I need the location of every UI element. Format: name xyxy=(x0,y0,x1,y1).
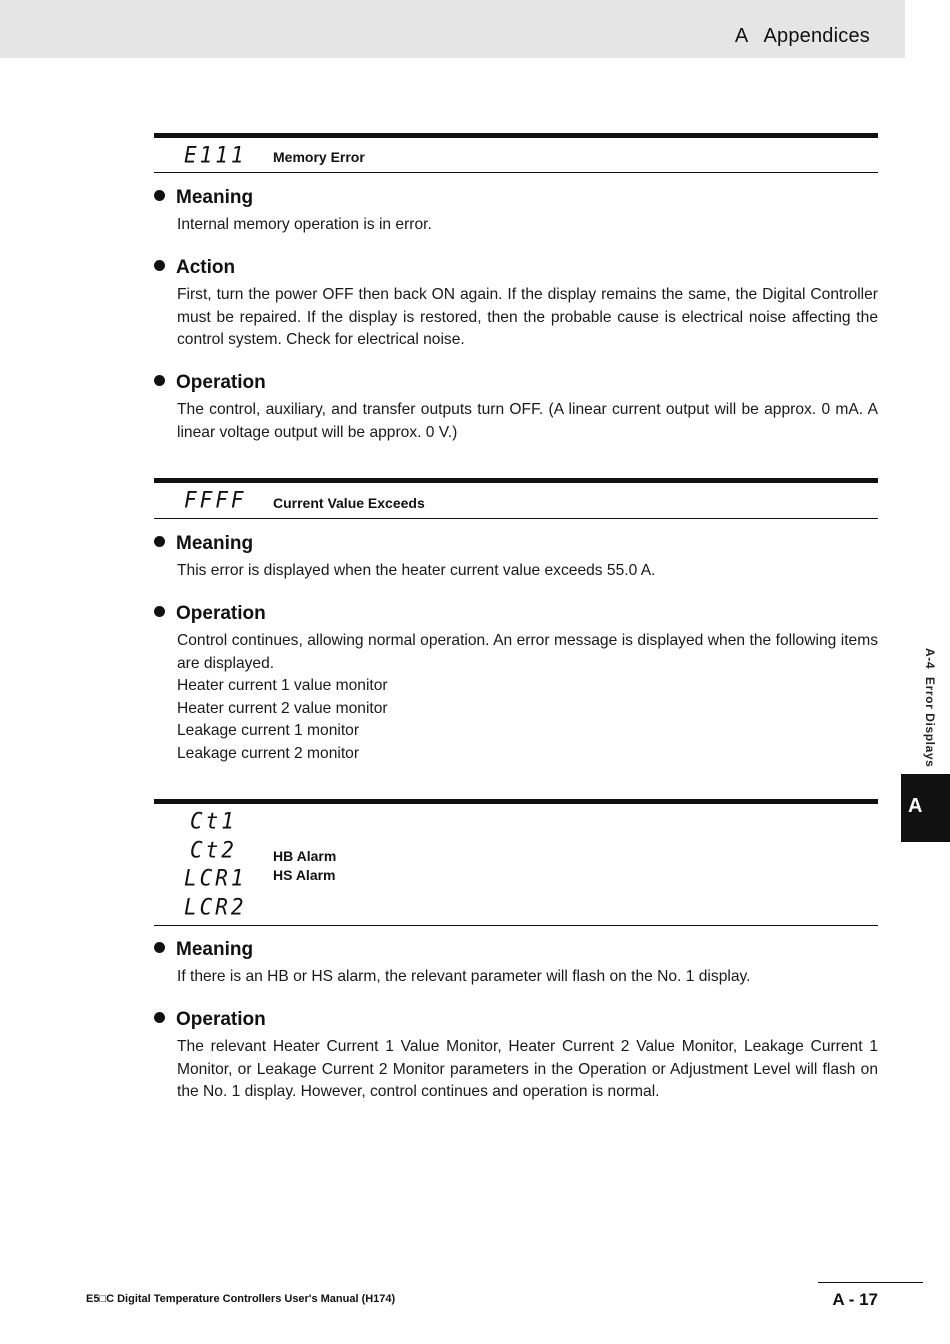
paragraph: The control, auxiliary, and transfer outputs turn OFF. (A linear current output will be approx. 0 mA. A linear voltage output will be approx. 0 V.) xyxy=(177,401,878,441)
segment-code: FFFF xyxy=(184,487,247,513)
bullet-icon xyxy=(154,375,165,386)
paragraph: Internal memory operation is in error. xyxy=(177,216,432,233)
section-heading: Operation xyxy=(154,1009,266,1031)
section-heading: Meaning xyxy=(154,533,253,555)
section-heading: Meaning xyxy=(154,187,253,209)
bullet-icon xyxy=(154,536,165,547)
side-tab-section-label: A-4 Error Displays xyxy=(923,648,937,768)
segment-code: Ct1 xyxy=(190,808,237,834)
bullet-icon xyxy=(154,190,165,201)
section-body xyxy=(177,284,878,352)
segment-code: LCR1 xyxy=(184,865,247,891)
segment-code: E111 xyxy=(184,142,247,168)
side-tab-letter: A xyxy=(901,774,950,842)
paragraph: Control continues, allowing normal operation. An error message is displayed when the following items are displayed. xyxy=(177,632,878,672)
paragraph: First, turn the power OFF then back ON again. If the display remains the same, the Digital Controller must be repaired. If the display is restored, then the probable cause is electrical noise affecting the control system. Check for electrical noise. xyxy=(177,286,878,348)
error-title-line: HB Alarm xyxy=(273,848,337,864)
segment-code: LCR2 xyxy=(184,893,247,920)
error-title-line: HS Alarm xyxy=(273,867,336,883)
bullet-icon xyxy=(154,606,165,617)
error-title: Memory Error xyxy=(273,149,365,165)
list-item: Leakage current 1 monitor xyxy=(177,722,360,739)
error-title: Current Value Exceeds xyxy=(273,495,425,511)
section-body xyxy=(177,560,878,583)
footer-manual-title: E5□C Digital Temperature Controllers User's Manual (H174) xyxy=(86,1293,396,1305)
page-number: A - 17 xyxy=(832,1290,878,1309)
list-item: Heater current 1 value monitor xyxy=(177,677,388,694)
section-body xyxy=(177,630,878,765)
section-body xyxy=(177,1036,878,1104)
paragraph: If there is an HB or HS alarm, the relevant parameter will flash on the No. 1 display. xyxy=(177,968,751,985)
section-body xyxy=(177,399,878,444)
section-heading: Operation xyxy=(154,372,266,394)
section-body xyxy=(177,966,878,989)
error-codes xyxy=(184,143,247,167)
list-item: Heater current 2 value monitor xyxy=(177,699,388,717)
footer-rule xyxy=(818,1282,923,1283)
error-codes xyxy=(184,807,247,921)
paragraph: The relevant Heater Current 1 Value Monitor, Heater Current 2 Value Monitor, Leakage Current 1 Monitor, or Leakage Current 2 Monitor parameters in the Operation or Adjustment Level will flash on the No. 1 display. However, control continues and operation is normal. xyxy=(177,1038,878,1100)
section-body xyxy=(177,214,878,237)
segment-code: Ct2 xyxy=(190,836,237,863)
error-box-memory-error xyxy=(154,133,878,173)
error-box-current-value-exceeds xyxy=(154,478,878,519)
error-box-hb-hs-alarm xyxy=(154,799,878,926)
bullet-icon xyxy=(154,260,165,271)
page-header-title: A Appendices xyxy=(734,25,870,47)
section-heading: Meaning xyxy=(154,939,253,961)
list-item: Leakage current 2 monitor xyxy=(177,744,360,762)
bullet-icon xyxy=(154,942,165,953)
error-title xyxy=(273,847,336,885)
section-heading: Action xyxy=(154,257,235,279)
bullet-icon xyxy=(154,1012,165,1023)
paragraph: This error is displayed when the heater current value exceeds 55.0 A. xyxy=(177,562,656,579)
section-heading: Operation xyxy=(154,603,266,625)
error-codes xyxy=(184,488,247,512)
